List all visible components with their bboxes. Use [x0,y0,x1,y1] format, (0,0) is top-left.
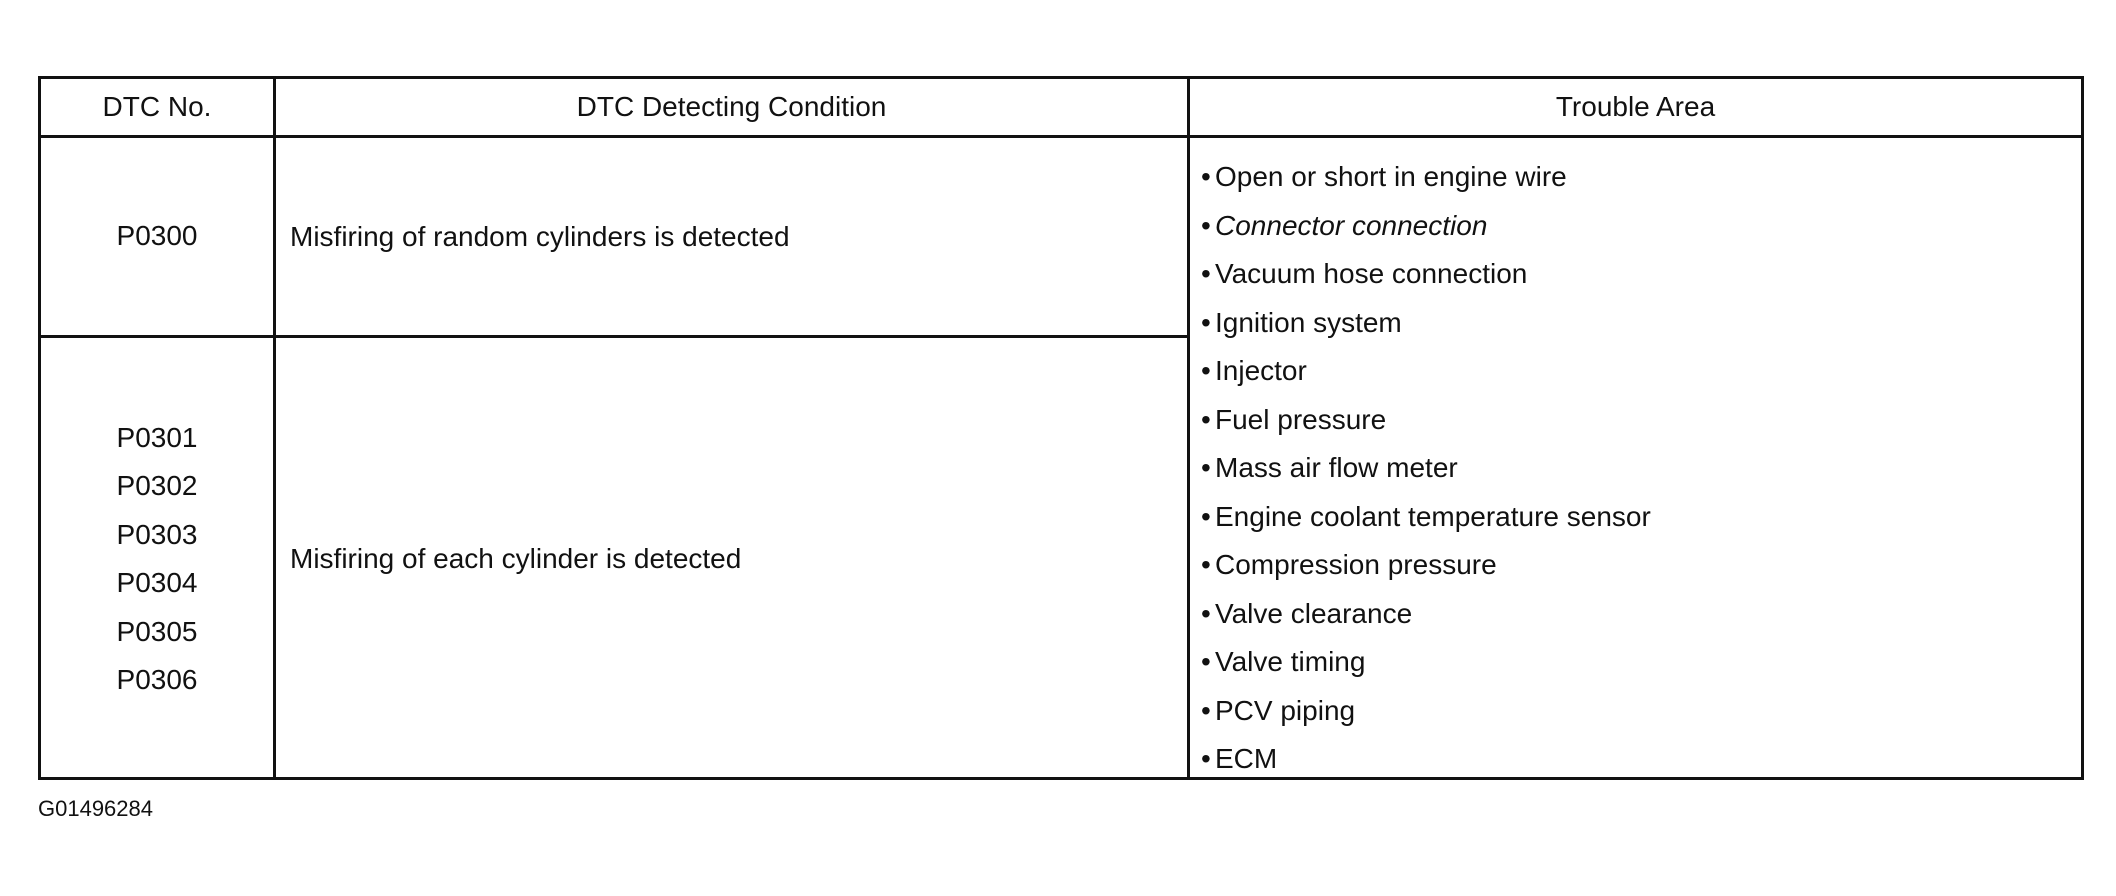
dtc-code: P0306 [116,664,198,695]
trouble-area-item: • PCV piping [1201,687,2071,736]
trouble-area-item: • Engine coolant temperature sensor [1201,493,2071,542]
dtc-code: P0305 [116,615,198,647]
condition-row-2 [290,338,1170,780]
bullet-icon: • [1201,452,1211,483]
bullet-icon: • [1201,646,1211,677]
dtc-code: P0302 [116,470,198,501]
header-trouble-area: Trouble Area [1555,91,1716,122]
condition-text: Misfiring of each cylinder is detected [290,543,742,574]
trouble-area-list [1201,153,2071,784]
trouble-area-item: • Injector [1201,347,2071,396]
trouble-area-item: • Valve timing [1201,638,2071,687]
trouble-area-item: • Connector connection [1201,202,2071,251]
header-dtc-no: DTC No. [102,91,212,122]
trouble-area-item: • Vacuum hose connection [1201,250,2071,299]
bullet-icon: • [1201,597,1211,629]
bullet-icon: • [1201,306,1211,338]
dtc-code: P0301 [116,421,198,453]
dtc-table [38,76,2084,780]
bullet-icon: • [1201,549,1211,580]
bullet-icon: • [1201,694,1211,726]
trouble-area-item: • Valve clearance [1201,590,2071,639]
bullet-icon: • [1201,500,1211,532]
figure-id: G01496284 [38,796,153,821]
bullet-icon: • [1201,743,1211,774]
condition-text: Misfiring of random cylinders is detected [290,220,790,252]
trouble-area-item: • Compression pressure [1201,541,2071,590]
condition-row-1 [290,138,1170,335]
bullet-icon: • [1201,258,1211,289]
bullet-icon: • [1201,161,1211,192]
dtc-codes-row-1 [41,138,273,335]
dtc-code: P0304 [116,567,198,598]
column-divider [1187,79,1190,777]
trouble-area-item: • ECM [1201,735,2071,784]
dtc-code: P0300 [116,220,198,252]
trouble-area-item: • Ignition system [1201,299,2071,348]
dtc-code: P0303 [116,518,198,550]
trouble-area-item: • Fuel pressure [1201,396,2071,445]
trouble-area-item: • Open or short in engine wire [1201,153,2071,202]
trouble-area-item: • Mass air flow meter [1201,444,2071,493]
column-divider [273,79,276,777]
bullet-icon: • [1201,209,1211,241]
header-detecting-condition: DTC Detecting Condition [576,91,887,122]
bullet-icon: • [1201,403,1211,435]
dtc-codes-row-2 [41,338,273,780]
bullet-icon: • [1201,355,1211,386]
